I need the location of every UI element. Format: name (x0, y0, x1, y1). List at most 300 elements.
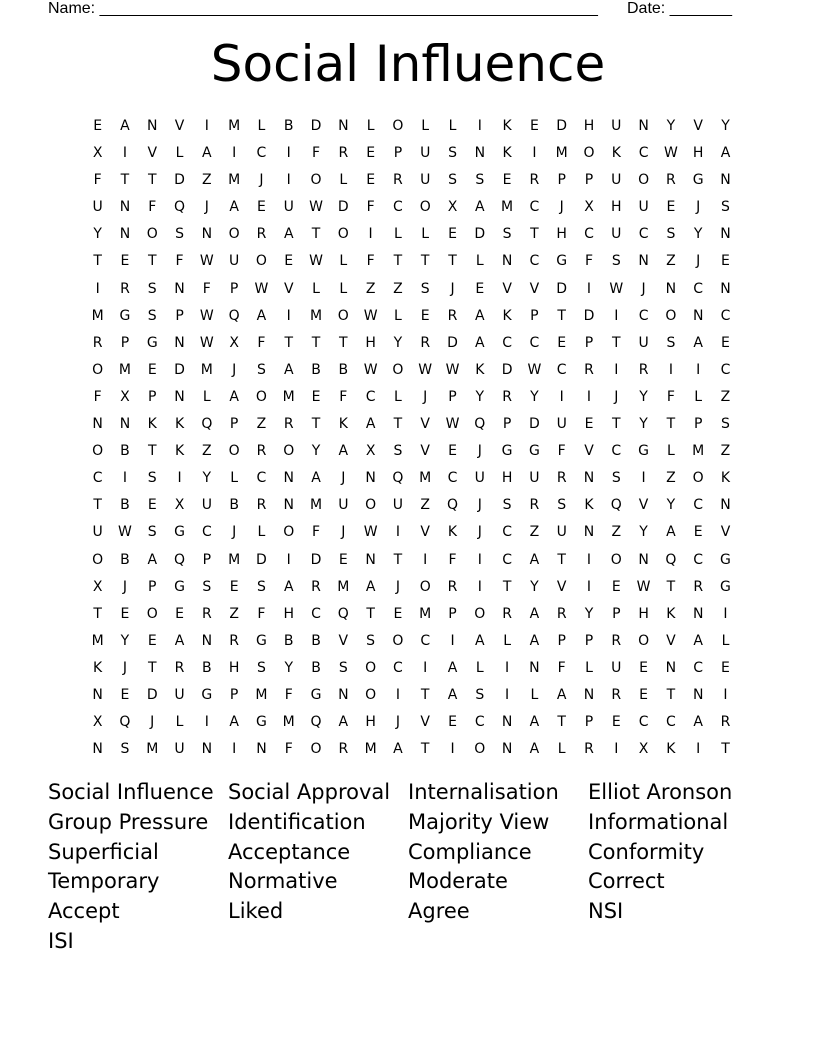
word-list-item: Correct (588, 869, 665, 894)
grid-letter: N (583, 470, 595, 487)
grid-letter: F (284, 686, 293, 703)
grid-letter: V (283, 280, 294, 297)
grid-letter: O (92, 551, 104, 568)
grid-letter: O (392, 118, 404, 134)
grid-letter: S (475, 686, 485, 703)
grid-letter: I (586, 551, 592, 568)
grid-letter: N (119, 199, 131, 216)
grid-letter: N (583, 524, 595, 541)
grid-letter: L (394, 307, 402, 324)
grid-letter: M (228, 551, 241, 568)
grid-letter: I (586, 578, 592, 595)
grid-letter: O (337, 307, 349, 324)
grid-letter: M (91, 632, 104, 649)
word-list (48, 778, 768, 957)
grid-letter: V (174, 118, 185, 134)
grid-letter: L (394, 226, 402, 243)
grid-letter: T (284, 334, 293, 351)
grid-letter: E (693, 524, 703, 541)
grid-letter: C (311, 605, 321, 622)
grid-letter: E (448, 443, 457, 460)
grid-letter: N (638, 551, 649, 568)
grid-letter: E (666, 199, 676, 216)
grid-letter: M (309, 497, 323, 514)
grid-letter: V (556, 578, 567, 595)
grid-letter: U (556, 524, 567, 541)
grid-letter: O (365, 497, 377, 514)
grid-letter: U (174, 741, 185, 758)
grid-letter: R (256, 226, 267, 243)
word-list-item: Majority View (408, 809, 550, 834)
grid-letter: F (366, 199, 375, 216)
grid-letter: P (584, 172, 594, 189)
grid-letter: C (92, 470, 103, 487)
grid-letter: M (501, 199, 514, 216)
grid-letter: X (229, 334, 239, 351)
grid-letter: W (199, 253, 214, 270)
grid-letter: C (638, 145, 649, 162)
word-list-item: Conformity (588, 839, 705, 864)
grid-letter: E (120, 605, 130, 622)
grid-letter: C (393, 659, 403, 676)
grid-letter: H (583, 118, 595, 134)
grid-letter: A (529, 714, 540, 731)
grid-letter: M (255, 686, 268, 703)
grid-letter: Y (202, 470, 212, 487)
grid-letter: E (584, 416, 594, 433)
grid-letter: B (338, 361, 349, 378)
grid-letter: K (447, 524, 458, 541)
grid-letter: O (146, 605, 158, 622)
grid-letter: N (92, 416, 103, 433)
grid-letter: M (692, 443, 705, 460)
grid-letter: N (283, 470, 294, 487)
grid-letter: E (147, 361, 157, 378)
grid-letter: J (150, 714, 155, 731)
grid-letter: Y (584, 605, 594, 622)
grid-letter: T (557, 307, 566, 324)
grid-letter: K (666, 605, 676, 622)
grid-letter: H (611, 199, 622, 216)
grid-letter: C (502, 551, 512, 568)
grid-letter: Q (174, 551, 186, 568)
grid-letter: N (583, 686, 595, 703)
grid-letter: F (557, 443, 566, 460)
grid-letter: L (694, 388, 703, 405)
grid-letter: F (311, 524, 321, 541)
grid-letter: R (120, 280, 130, 297)
grid-letter: D (174, 172, 185, 189)
grid-letter: A (693, 632, 703, 649)
grid-letter: I (423, 551, 428, 568)
grid-letter: O (365, 686, 377, 703)
grid-letter: I (95, 280, 100, 297)
grid-letter: L (475, 659, 484, 676)
word-list-item: Temporary (48, 869, 160, 894)
word-list-item: Identification (228, 809, 366, 834)
grid-letter: A (365, 416, 376, 433)
grid-letter: I (122, 470, 128, 487)
grid-letter: R (502, 388, 512, 405)
grid-letter: D (256, 551, 267, 568)
word-list-item: Social Influence (48, 780, 214, 804)
grid-letter: I (368, 226, 373, 243)
grid-letter: H (283, 605, 294, 622)
word-list-item: Liked (228, 899, 284, 924)
grid-letter: P (148, 388, 157, 405)
grid-letter: S (120, 741, 130, 758)
grid-letter: K (584, 497, 594, 514)
grid-letter: V (420, 714, 430, 731)
grid-letter: T (93, 605, 102, 622)
grid-letter: R (611, 632, 622, 649)
grid-letter: I (641, 470, 646, 487)
grid-letter: N (692, 307, 704, 324)
grid-letter: N (365, 470, 376, 487)
grid-letter: O (474, 741, 486, 758)
grid-letter: N (501, 714, 513, 731)
grid-letter: J (395, 578, 400, 595)
grid-letter: I (395, 686, 400, 703)
grid-letter: X (638, 741, 649, 758)
grid-letter: Y (530, 388, 539, 405)
grid-letter: T (557, 714, 566, 731)
grid-letter: E (175, 605, 184, 622)
grid-letter: Q (446, 497, 459, 514)
grid-letter: G (638, 443, 650, 460)
grid-letter: R (393, 172, 403, 189)
grid-letter: C (201, 524, 212, 541)
grid-letter: O (255, 388, 267, 405)
grid-letter: H (365, 714, 376, 731)
grid-letter: A (229, 199, 239, 216)
word-list-item: Moderate (408, 869, 508, 894)
grid-letter: R (556, 470, 567, 487)
grid-letter: E (639, 686, 649, 703)
grid-letter: P (693, 416, 703, 433)
grid-letter: E (311, 388, 321, 405)
grid-letter: C (693, 497, 704, 514)
grid-letter: P (530, 307, 539, 324)
grid-letter: C (256, 145, 267, 162)
grid-letter: K (502, 307, 512, 324)
grid-letter: G (174, 524, 185, 541)
grid-letter: Y (666, 497, 676, 514)
grid-letter: P (448, 605, 457, 622)
grid-letter: Y (693, 226, 703, 243)
grid-letter: M (228, 172, 241, 189)
grid-letter: U (474, 470, 485, 487)
grid-letter: A (529, 551, 540, 568)
grid-letter: R (529, 172, 540, 189)
grid-letter: A (720, 145, 731, 162)
grid-letter: O (392, 632, 404, 649)
grid-letter: Z (720, 388, 731, 405)
grid-letter: R (338, 145, 349, 162)
grid-letter: B (120, 551, 130, 568)
grid-letter: J (641, 280, 646, 297)
grid-letter: T (612, 334, 621, 351)
word-list-item: Acceptance (228, 839, 351, 864)
grid-letter: N (201, 226, 213, 243)
grid-letter: E (557, 334, 567, 351)
grid-letter: N (338, 686, 349, 703)
grid-letter: H (556, 226, 567, 243)
grid-letter: A (283, 361, 294, 378)
grid-letter: N (720, 172, 731, 189)
grid-letter: Z (666, 470, 676, 487)
grid-letter: N (665, 659, 677, 676)
grid-letter: L (421, 118, 430, 134)
grid-letter: S (502, 226, 512, 243)
grid-letter: I (477, 578, 482, 595)
grid-letter: J (614, 388, 619, 405)
grid-letter: Z (365, 280, 376, 297)
grid-letter: P (612, 605, 621, 622)
grid-letter: I (286, 145, 291, 162)
grid-letter: I (614, 307, 619, 324)
grid-letter: W (199, 334, 214, 351)
grid-letter: J (696, 253, 701, 270)
grid-letter: Y (475, 388, 485, 405)
grid-letter: Q (174, 199, 186, 216)
grid-letter: T (93, 253, 102, 270)
grid-letter: Q (474, 416, 486, 433)
grid-letter: F (284, 741, 293, 758)
grid-letter: T (530, 226, 539, 243)
grid-letter: N (474, 145, 486, 162)
grid-letter: E (229, 578, 239, 595)
grid-letter: O (665, 307, 677, 324)
grid-letter: R (447, 307, 458, 324)
grid-letter: G (256, 632, 267, 649)
grid-letter: Q (665, 551, 677, 568)
grid-letter: U (174, 686, 185, 703)
grid-letter: W (199, 307, 214, 324)
grid-letter: K (174, 443, 185, 460)
grid-letter: P (120, 334, 130, 351)
grid-letter: R (447, 578, 458, 595)
grid-letter: E (393, 605, 403, 622)
grid-letter: R (256, 443, 267, 460)
grid-letter: F (584, 253, 594, 270)
grid-letter: G (720, 578, 731, 595)
grid-letter: G (310, 686, 322, 703)
grid-letter: S (502, 497, 512, 514)
grid-letter: E (639, 659, 649, 676)
grid-letter: G (692, 172, 704, 189)
grid-letter: S (393, 443, 403, 460)
grid-letter: K (338, 416, 348, 433)
grid-letter: P (393, 145, 403, 162)
grid-letter: C (720, 361, 731, 378)
grid-letter: S (338, 659, 348, 676)
grid-letter: E (611, 578, 621, 595)
grid-letter: S (721, 416, 730, 433)
grid-letter: Z (720, 443, 731, 460)
grid-letter: U (611, 172, 622, 189)
grid-letter: E (502, 172, 512, 189)
grid-letter: A (447, 659, 458, 676)
grid-letter: T (366, 605, 375, 622)
grid-letter: U (611, 118, 622, 134)
grid-letter: E (366, 172, 376, 189)
grid-letter: V (420, 416, 430, 433)
grid-letter: N (174, 280, 185, 297)
grid-letter: R (611, 686, 622, 703)
grid-letter: K (611, 145, 621, 162)
grid-letter: A (529, 741, 540, 758)
grid-letter: J (122, 659, 128, 676)
grid-letter: N (283, 497, 294, 514)
grid-letter: U (420, 172, 431, 189)
grid-letter: R (338, 741, 349, 758)
grid-letter: N (720, 497, 731, 514)
grid-letter: P (557, 632, 566, 649)
grid-letter: Y (666, 118, 676, 134)
grid-letter: V (529, 280, 540, 297)
grid-letter: V (720, 524, 731, 541)
grid-letter: A (393, 741, 403, 758)
grid-letter: S (256, 659, 266, 676)
grid-letter: N (720, 280, 731, 297)
grid-letter: G (146, 334, 158, 351)
grid-letter: R (584, 361, 594, 378)
grid-letter: I (232, 741, 237, 758)
grid-letter: X (92, 145, 103, 162)
grid-letter: G (256, 714, 267, 731)
grid-letter: L (339, 253, 348, 270)
grid-letter: D (447, 334, 458, 351)
grid-letter: J (395, 714, 400, 731)
grid-letter: D (556, 118, 568, 134)
grid-letter: O (392, 361, 404, 378)
word-list-item: Group Pressure (48, 809, 209, 834)
grid-letter: W (636, 578, 651, 595)
grid-letter: I (450, 632, 455, 649)
grid-letter: N (638, 118, 649, 134)
grid-letter: U (338, 497, 349, 514)
grid-letter: E (147, 497, 157, 514)
grid-letter: L (339, 280, 348, 297)
grid-letter: C (584, 226, 594, 243)
grid-letter: W (445, 416, 460, 433)
grid-letter: K (720, 470, 731, 487)
grid-letter: C (256, 470, 267, 487)
grid-letter: R (229, 632, 239, 649)
grid-letter: F (448, 551, 457, 568)
grid-letter: X (92, 714, 103, 731)
grid-letter: P (148, 578, 157, 595)
grid-letter: A (693, 334, 703, 351)
grid-letter: A (338, 443, 349, 460)
grid-letter: O (92, 443, 104, 460)
grid-letter: M (200, 361, 213, 378)
grid-letter: E (721, 659, 730, 676)
grid-letter: R (201, 605, 212, 622)
grid-letter: K (502, 118, 512, 134)
grid-letter: W (254, 280, 269, 297)
grid-letter: J (341, 470, 346, 487)
grid-letter: B (202, 659, 212, 676)
grid-letter: E (721, 253, 730, 270)
grid-letter: O (583, 145, 595, 162)
grid-letter: U (611, 226, 622, 243)
grid-letter: N (665, 280, 677, 297)
grid-letter: M (282, 714, 295, 731)
grid-letter: O (255, 253, 267, 270)
grid-letter: A (475, 632, 485, 649)
grid-letter: I (450, 741, 455, 758)
grid-letter: R (720, 714, 731, 731)
grid-letter: D (146, 686, 158, 703)
grid-letter: S (366, 632, 376, 649)
grid-letter: T (147, 659, 157, 676)
grid-letter: Z (529, 524, 540, 541)
word-list-item: Social Approval (228, 780, 391, 804)
grid-letter: I (477, 551, 482, 568)
grid-letter: I (286, 307, 291, 324)
grid-letter: B (120, 443, 130, 460)
grid-letter: I (505, 686, 510, 703)
grid-letter: H (228, 659, 240, 676)
grid-letter: G (119, 307, 131, 324)
grid-letter: E (366, 145, 376, 162)
grid-letter: W (363, 524, 378, 541)
grid-letter: N (692, 605, 704, 622)
grid-letter: Q (337, 605, 349, 622)
grid-letter: C (420, 632, 431, 649)
grid-letter: D (337, 199, 349, 216)
grid-letter: P (202, 551, 212, 568)
grid-letter: W (663, 145, 678, 162)
grid-letter: R (283, 416, 294, 433)
grid-letter: I (614, 741, 619, 758)
grid-letter: L (585, 659, 593, 676)
grid-letter: M (309, 307, 323, 324)
grid-letter: J (450, 280, 455, 297)
grid-letter: Z (202, 443, 212, 460)
grid-letter: E (120, 686, 130, 703)
puzzle-title: Social Influence (210, 35, 606, 93)
grid-letter: T (311, 334, 321, 351)
grid-letter: B (283, 118, 294, 134)
grid-letter: I (532, 145, 537, 162)
grid-letter: Y (639, 524, 648, 541)
grid-letter: Z (393, 280, 403, 297)
grid-letter: U (392, 497, 404, 514)
grid-letter: C (474, 714, 485, 731)
grid-letter: O (692, 470, 704, 487)
grid-letter: C (638, 226, 649, 243)
grid-letter: P (557, 172, 566, 189)
grid-letter: E (448, 714, 457, 731)
grid-letter: C (693, 659, 704, 676)
grid-letter: T (311, 416, 321, 433)
grid-letter: F (257, 605, 266, 622)
grid-letter: A (475, 199, 485, 216)
grid-letter: K (475, 361, 485, 378)
grid-letter: W (309, 253, 323, 270)
grid-letter: M (419, 470, 432, 487)
grid-letter: Z (229, 605, 239, 622)
grid-letter: T (339, 334, 348, 351)
grid-letter: I (122, 145, 128, 162)
grid-letter: T (420, 253, 430, 270)
word-list-item: ISI (48, 928, 74, 953)
grid-letter: J (341, 524, 346, 541)
grid-letter: I (586, 388, 592, 405)
